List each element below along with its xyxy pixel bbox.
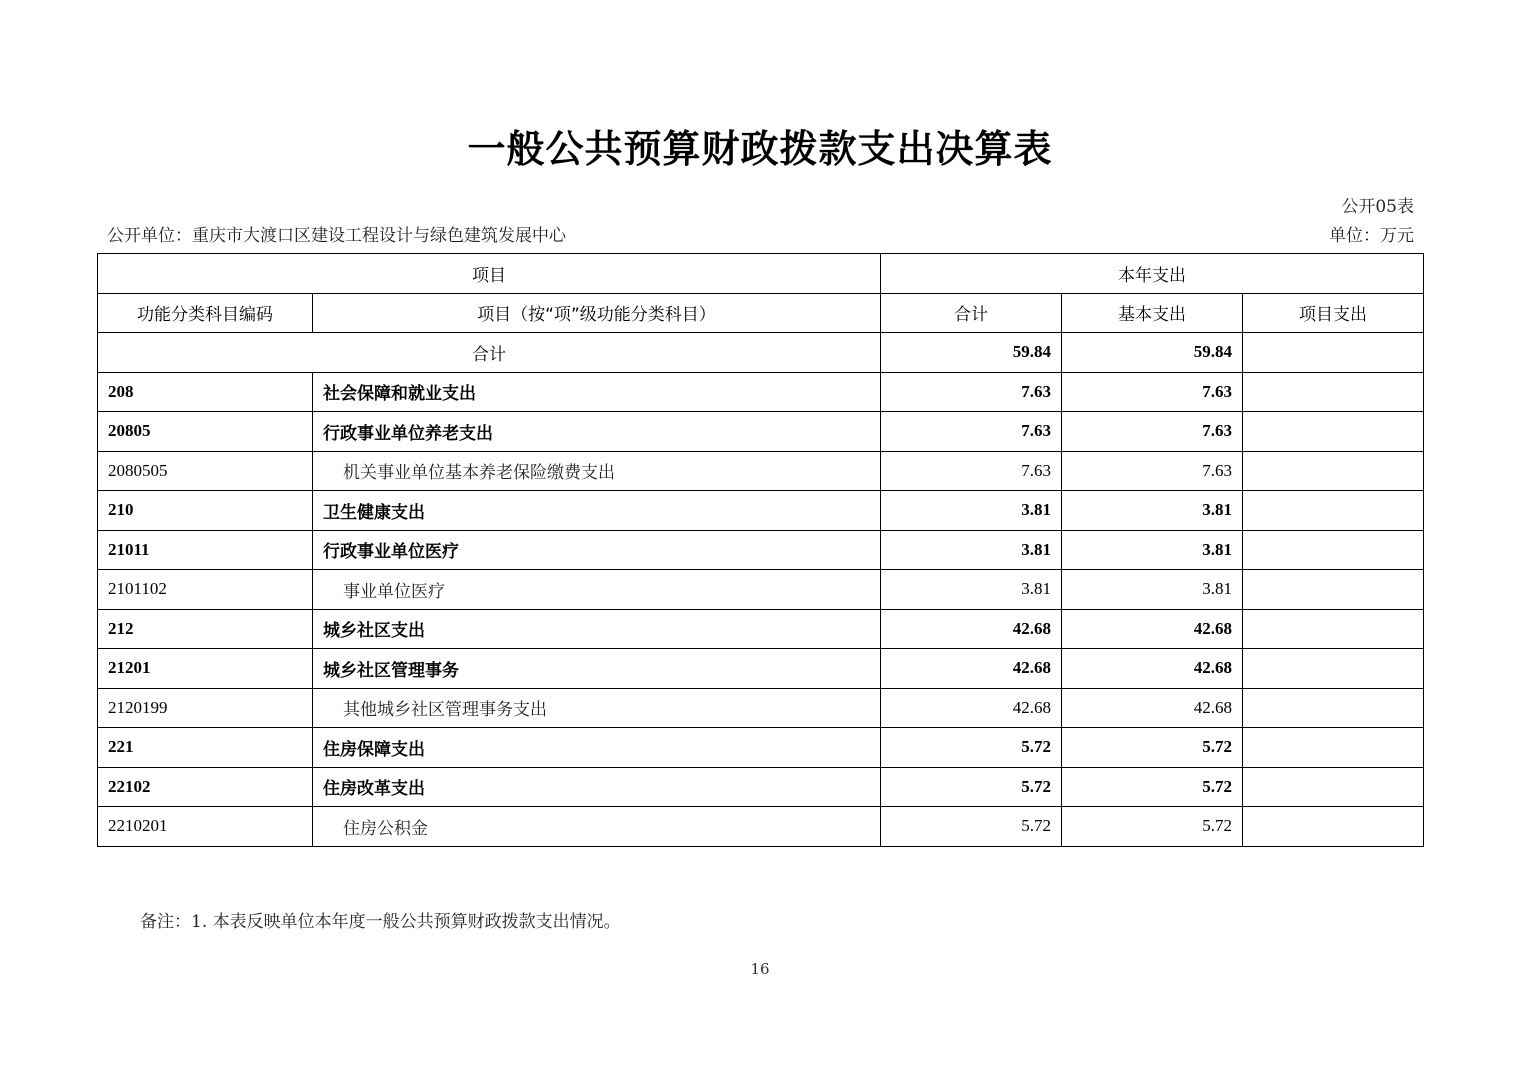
header-item: 项目（按“项”级功能分类科目）	[313, 293, 881, 333]
row-code: 208	[98, 372, 313, 412]
row-basic: 7.63	[1062, 451, 1243, 491]
row-total: 5.72	[881, 728, 1062, 768]
row-total: 7.63	[881, 372, 1062, 412]
row-code: 20805	[98, 412, 313, 452]
row-basic: 42.68	[1062, 688, 1243, 728]
row-code: 210	[98, 491, 313, 531]
table-row	[98, 807, 1424, 847]
row-total: 42.68	[881, 609, 1062, 649]
row-project	[1243, 609, 1424, 649]
header-project: 项目	[98, 254, 881, 294]
table-row	[98, 570, 1424, 610]
row-name: 行政事业单位医疗	[313, 530, 881, 570]
row-name: 住房改革支出	[313, 767, 881, 807]
expenditure-table	[97, 253, 1424, 847]
table-row	[98, 728, 1424, 768]
row-project	[1243, 807, 1424, 847]
total-project	[1243, 333, 1424, 373]
row-total: 42.68	[881, 649, 1062, 689]
row-code: 212	[98, 609, 313, 649]
header-row-2	[98, 293, 1424, 333]
row-basic: 7.63	[1062, 372, 1243, 412]
row-project	[1243, 688, 1424, 728]
row-basic: 7.63	[1062, 412, 1243, 452]
row-basic: 3.81	[1062, 530, 1243, 570]
total-label: 合计	[98, 333, 881, 373]
row-code: 2101102	[98, 570, 313, 610]
row-code: 21201	[98, 649, 313, 689]
table-row	[98, 412, 1424, 452]
header-total: 合计	[881, 293, 1062, 333]
row-name: 住房公积金	[313, 807, 881, 847]
row-code: 2120199	[98, 688, 313, 728]
table-row	[98, 530, 1424, 570]
row-basic: 5.72	[1062, 728, 1243, 768]
row-basic: 3.81	[1062, 491, 1243, 531]
table-row	[98, 491, 1424, 531]
page-number: 16	[750, 960, 770, 978]
row-name: 事业单位医疗	[313, 570, 881, 610]
row-name: 住房保障支出	[313, 728, 881, 768]
row-code: 22102	[98, 767, 313, 807]
row-project	[1243, 412, 1424, 452]
row-total: 7.63	[881, 451, 1062, 491]
row-name: 城乡社区支出	[313, 609, 881, 649]
row-code: 2210201	[98, 807, 313, 847]
row-name: 卫生健康支出	[313, 491, 881, 531]
row-name: 行政事业单位养老支出	[313, 412, 881, 452]
header-row-1	[98, 254, 1424, 294]
table-row	[98, 609, 1424, 649]
row-total: 3.81	[881, 570, 1062, 610]
row-basic: 3.81	[1062, 570, 1243, 610]
row-total: 5.72	[881, 767, 1062, 807]
header-code: 功能分类科目编码	[98, 293, 313, 333]
table-row	[98, 688, 1424, 728]
row-name: 机关事业单位基本养老保险缴费支出	[313, 451, 881, 491]
page-title: 一般公共预算财政拨款支出决算表	[467, 127, 1053, 171]
table-row	[98, 767, 1424, 807]
footnote: 备注：1. 本表反映单位本年度一般公共预算财政拨款支出情况。	[140, 912, 621, 932]
row-basic: 5.72	[1062, 807, 1243, 847]
header-project-expenditure: 项目支出	[1243, 293, 1424, 333]
row-project	[1243, 491, 1424, 531]
row-project	[1243, 728, 1424, 768]
row-project	[1243, 530, 1424, 570]
row-total: 42.68	[881, 688, 1062, 728]
row-code: 2080505	[98, 451, 313, 491]
header-basic: 基本支出	[1062, 293, 1243, 333]
row-code: 221	[98, 728, 313, 768]
row-total: 7.63	[881, 412, 1062, 452]
row-project	[1243, 451, 1424, 491]
row-name: 城乡社区管理事务	[313, 649, 881, 689]
unit-of-measure: 单位：万元	[1329, 226, 1414, 246]
total-row	[98, 333, 1424, 373]
row-basic: 42.68	[1062, 609, 1243, 649]
row-name: 社会保障和就业支出	[313, 372, 881, 412]
row-basic: 5.72	[1062, 767, 1243, 807]
table-row	[98, 649, 1424, 689]
row-total: 3.81	[881, 530, 1062, 570]
row-code: 21011	[98, 530, 313, 570]
row-project	[1243, 372, 1424, 412]
table-row	[98, 451, 1424, 491]
header-current-year: 本年支出	[881, 254, 1424, 294]
row-project	[1243, 570, 1424, 610]
row-name: 其他城乡社区管理事务支出	[313, 688, 881, 728]
row-total: 3.81	[881, 491, 1062, 531]
total-basic: 59.84	[1062, 333, 1243, 373]
table-row	[98, 372, 1424, 412]
row-total: 5.72	[881, 807, 1062, 847]
row-basic: 42.68	[1062, 649, 1243, 689]
table-number: 公开05表	[1341, 197, 1414, 217]
row-project	[1243, 649, 1424, 689]
reporting-unit: 公开单位：重庆市大渡口区建设工程设计与绿色建筑发展中心	[107, 226, 566, 246]
row-project	[1243, 767, 1424, 807]
total-sum: 59.84	[881, 333, 1062, 373]
